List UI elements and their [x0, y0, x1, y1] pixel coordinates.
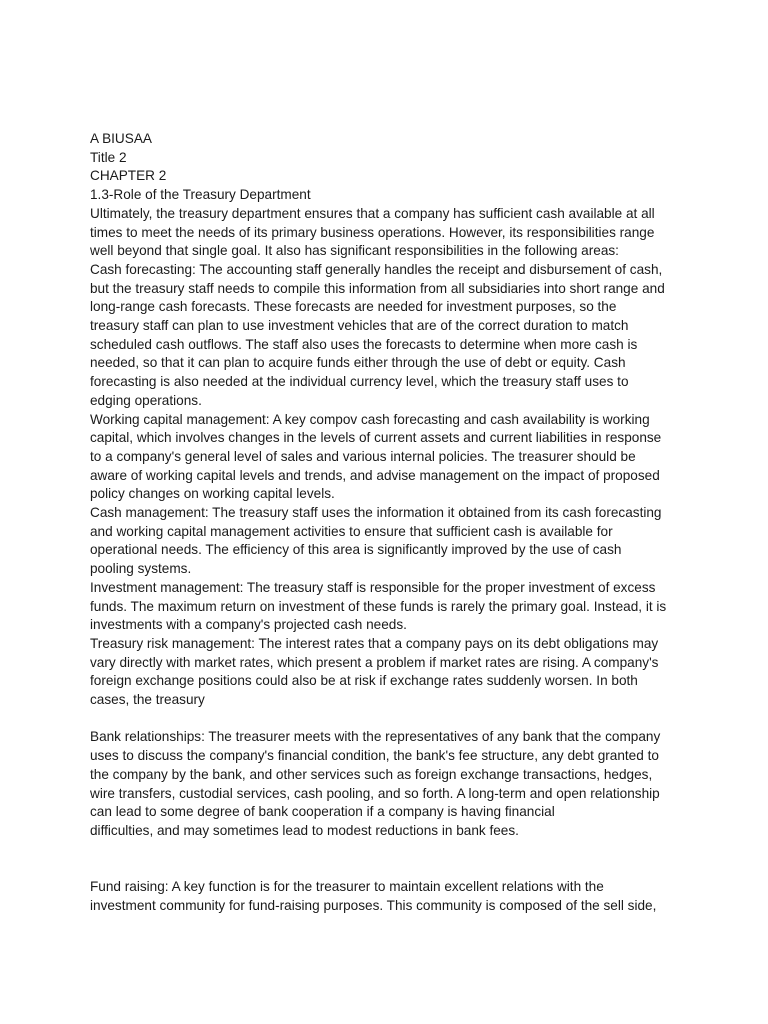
- text-line: investment community for fund-raising purposes. This community is composed of the sell side,: [90, 897, 657, 913]
- text-line: wire transfers, custodial services, cash pooling, and so forth. A long-term and open relationship: [90, 785, 660, 801]
- text-line: Cash management: The treasury staff uses the information it obtained from its cash forecasting: [90, 505, 662, 521]
- chapter-heading: CHAPTER 2: [90, 168, 167, 184]
- text-line: Ultimately, the treasury department ensures that a company has sufficient cash available at all: [90, 205, 655, 221]
- paragraph-bank-relationships: [90, 728, 682, 840]
- text-line: Bank relationships: The treasurer meets with the representatives of any bank that the company: [90, 729, 661, 745]
- paragraph-cash-management: [90, 504, 682, 579]
- text-line: Investment management: The treasury staff is responsible for the proper investment of excess: [90, 579, 656, 595]
- text-line: edging operations.: [90, 392, 202, 408]
- text-line: needed, so that it can plan to acquire funds either through the use of debt or equity. Cash: [90, 355, 626, 371]
- paragraph-working-capital: [90, 411, 682, 505]
- org-name: A BIUSAA: [90, 131, 152, 146]
- text-line: Cash forecasting: The accounting staff generally handles the receipt and disbursement of cash,: [90, 261, 663, 277]
- paragraph-treasury-risk: [90, 635, 682, 710]
- text-line: capital, which involves changes in the levels of current assets and current liabilities in response: [90, 430, 662, 446]
- text-line: forecasting is also needed at the individual currency level, which the treasury staff uses to: [90, 374, 629, 390]
- text-line: Working capital management: A key compov cash forecasting and cash availability is working: [90, 411, 650, 427]
- paragraph-intro: [90, 205, 682, 261]
- text-line: operational needs. The efficiency of this area is significantly improved by the use of cash: [90, 542, 622, 558]
- text-line: and working capital management activities to ensure that sufficient cash is available for: [90, 523, 613, 539]
- text-line: cases, the treasury: [90, 692, 205, 708]
- text-line: aware of working capital levels and trends, and advise management on the impact of proposed: [90, 467, 660, 483]
- paragraph-investment-management: [90, 579, 682, 635]
- text-line: to a company's general level of sales and various internal policies. The treasurer should be: [90, 448, 636, 464]
- text-line: foreign exchange positions could also be at risk if exchange rates suddenly worsen. In both: [90, 673, 638, 689]
- text-line: difficulties, and may sometimes lead to modest reductions in bank fees.: [90, 823, 519, 838]
- text-line: uses to discuss the company's financial condition, the bank's fee structure, any debt granted to: [90, 748, 659, 764]
- paragraph-cash-forecasting: [90, 261, 682, 411]
- text-line: Fund raising: A key function is for the treasurer to maintain excellent relations with the: [90, 879, 604, 895]
- text-line: treasury staff can plan to use investment vehicles that are of the correct duration to match: [90, 318, 629, 334]
- text-line: but the treasury staff needs to compile this information from all subsidiaries into short range and: [90, 280, 665, 296]
- text-line: funds. The maximum return on investment of these funds is rarely the primary goal. Instead, it is: [90, 598, 667, 614]
- text-line: investments with a company's projected cash needs.: [90, 617, 407, 633]
- text-line: Treasury risk management: The interest rates that a company pays on its debt obligations may: [90, 635, 659, 651]
- text-line: times to meet the needs of its primary business operations. However, its responsibilities range: [90, 224, 655, 240]
- document-page: [90, 130, 682, 916]
- text-line: well beyond that single goal. It also has significant responsibilities in the following areas:: [90, 243, 619, 259]
- text-line: pooling systems.: [90, 561, 192, 577]
- text-line: long-range cash forecasts. These forecasts are needed for investment purposes, so the: [90, 299, 617, 315]
- spacer: [90, 841, 682, 878]
- title: Title 2: [90, 149, 127, 165]
- section-heading: 1.3-Role of the Treasury Department: [90, 187, 311, 203]
- text-line: policy changes on working capital levels.: [90, 486, 335, 502]
- text-line: scheduled cash outflows. The staff also uses the forecasts to determine when more cash is: [90, 336, 638, 352]
- text-line: the company by the bank, and other services such as foreign exchange transactions, hedges,: [90, 766, 653, 782]
- text-line: can lead to some degree of bank cooperation if a company is having financial: [90, 804, 555, 820]
- spacer: [90, 710, 682, 729]
- paragraph-fund-raising: [90, 878, 682, 915]
- text-line: vary directly with market rates, which present a problem if market rates are rising. A company's: [90, 654, 659, 670]
